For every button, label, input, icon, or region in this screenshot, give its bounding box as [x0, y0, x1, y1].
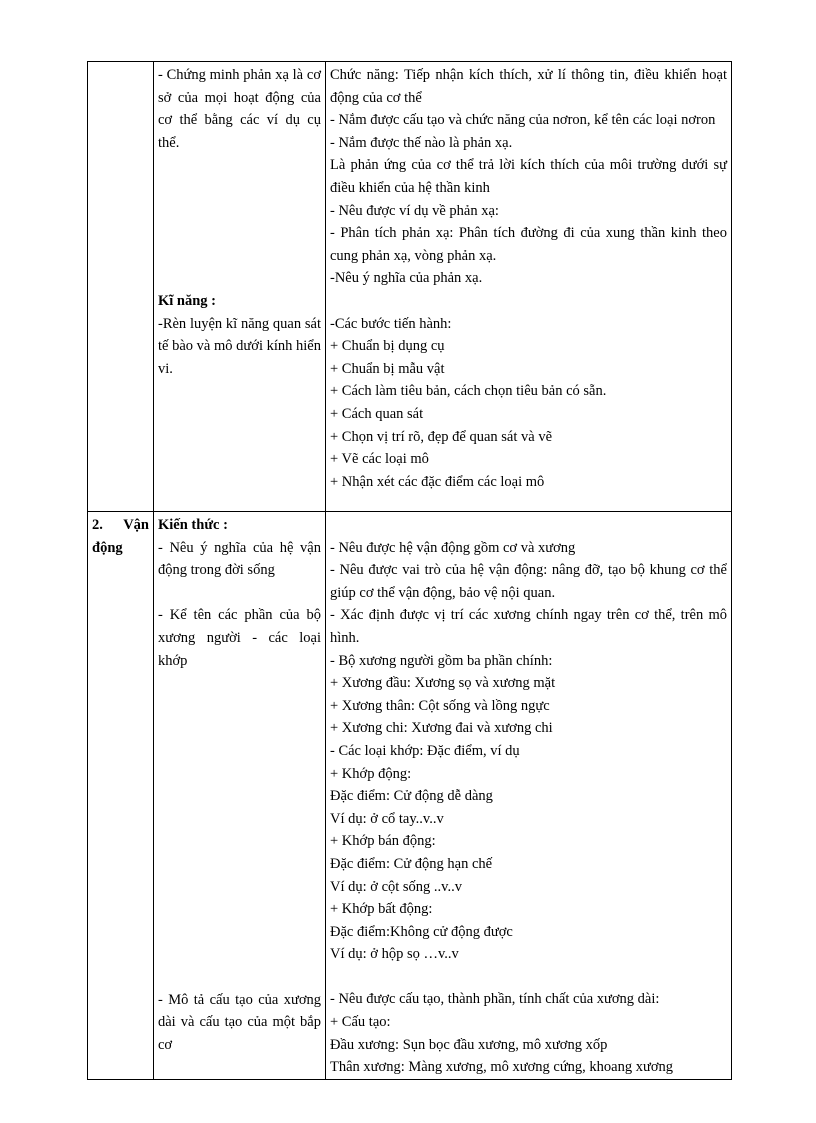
content-line: Đặc điểm: Cử động hạn chế: [330, 855, 493, 872]
content-line: Ví dụ: ở cổ tay..v..v: [330, 810, 444, 827]
goal-text: - Mô tả cấu tạo của xương dài và cấu tạo của một bắp cơ: [158, 991, 321, 1053]
content-line: + Chọn vị trí rõ, đẹp để quan sát và vẽ: [330, 428, 553, 445]
goal-text: - Kể tên các phần của bộ xương người - các loại khớp: [158, 607, 321, 669]
table-row: [88, 62, 732, 512]
content-line: + Cách quan sát: [330, 405, 424, 422]
knowledge-heading: Kiến thức :: [158, 517, 228, 533]
content-line: - Nêu được hệ vận động gồm cơ và xương: [330, 539, 576, 556]
table-row: [88, 512, 732, 1080]
goals-cell: [154, 512, 326, 1080]
content-line: + Nhận xét các đặc điểm các loại mô: [330, 473, 545, 490]
content-line: Đặc điểm: Cử động dễ dàng: [330, 788, 493, 805]
skill-text: -Rèn luyện kĩ năng quan sát tế bào và mô dưới kính hiển vi.: [158, 315, 321, 377]
content-line: + Xương đầu: Xương sọ và xương mặt: [330, 675, 556, 692]
content-line: - Nắm được cấu tạo và chức năng của nơron, kể tên các loại nơron: [330, 112, 716, 129]
content-line: + Xương chi: Xương đai và xương chi: [330, 720, 553, 737]
content-line: - Các loại khớp: Đặc điểm, ví dụ: [330, 742, 520, 759]
content-line: Là phản ứng của cơ thể trả lời kích thích của môi trường dưới sự điều khiển của hệ thần kinh: [330, 157, 727, 196]
content-line: -Các bước tiến hành:: [330, 315, 452, 332]
goals-cell: [154, 62, 326, 512]
content-line: + Khớp động:: [330, 765, 412, 782]
content-line: [330, 966, 727, 989]
content-line: + Cấu tạo:: [330, 1014, 391, 1031]
content-line: + Chuẩn bị mẫu vật: [330, 360, 445, 377]
content-line: Thân xương: Màng xương, mô xương cứng, khoang xương: [330, 1059, 674, 1076]
content-line: [330, 290, 727, 313]
content-line: - Nêu được ví dụ về phản xạ:: [330, 202, 499, 219]
content-line: Ví dụ: ở hộp sọ …v..v: [330, 946, 459, 963]
content-line: + Cách làm tiêu bản, cách chọn tiêu bản có sẵn.: [330, 383, 607, 400]
content-list: [330, 64, 727, 493]
content-line: - Nêu được cấu tạo, thành phần, tính chất của xương dài:: [330, 991, 660, 1008]
content-list: [330, 537, 727, 1079]
goal-text: - Chứng minh phản xạ là cơ sở của mọi hoạt động của cơ thể bằng các ví dụ cụ thể.: [158, 67, 321, 151]
content-line: - Bộ xương người gồm ba phần chính:: [330, 652, 553, 669]
content-line: + Chuẩn bị dụng cụ: [330, 338, 445, 355]
content-line: -Nêu ý nghĩa của phản xạ.: [330, 270, 483, 287]
content-line: - Xác định được vị trí các xương chính ngay trên cơ thể, trên mô hình.: [330, 607, 727, 646]
content-line: + Khớp bất động:: [330, 901, 433, 918]
content-line: Đầu xương: Sụn bọc đầu xương, mô xương xốp: [330, 1036, 608, 1053]
topic-cell: [88, 512, 154, 1080]
content-line: + Vẽ các loại mô: [330, 451, 429, 468]
content-line: - Nắm được thế nào là phản xạ.: [330, 134, 513, 151]
skill-heading: Kĩ năng :: [158, 292, 217, 309]
curriculum-table: [87, 61, 732, 1080]
content-line: - Nêu được vai trò của hệ vận động: nâng đỡ, tạo bộ khung cơ thể giúp cơ thể vận động, bảo vệ nội quan.: [330, 562, 727, 601]
topic-label: 2. Vận động: [92, 517, 149, 556]
content-cell: [326, 62, 732, 512]
topic-cell: [88, 62, 154, 512]
content-line: Ví dụ: ở cột sống ..v..v: [330, 878, 462, 895]
goal-text: - Nêu ý nghĩa của hệ vận động trong đời sống: [158, 539, 321, 579]
content-line: Chức năng: Tiếp nhận kích thích, xử lí thông tin, điều khiển hoạt động của cơ thể: [330, 67, 727, 106]
content-line: Đặc điểm:Không cử động được: [330, 923, 513, 940]
content-line: + Khớp bán động:: [330, 833, 436, 850]
content-line: - Phân tích phản xạ: Phân tích đường đi của xung thần kinh theo cung phản xạ, vòng phản xạ.: [330, 225, 727, 264]
content-line: + Xương thân: Cột sống và lồng ngực: [330, 697, 550, 714]
content-cell: [326, 512, 732, 1080]
